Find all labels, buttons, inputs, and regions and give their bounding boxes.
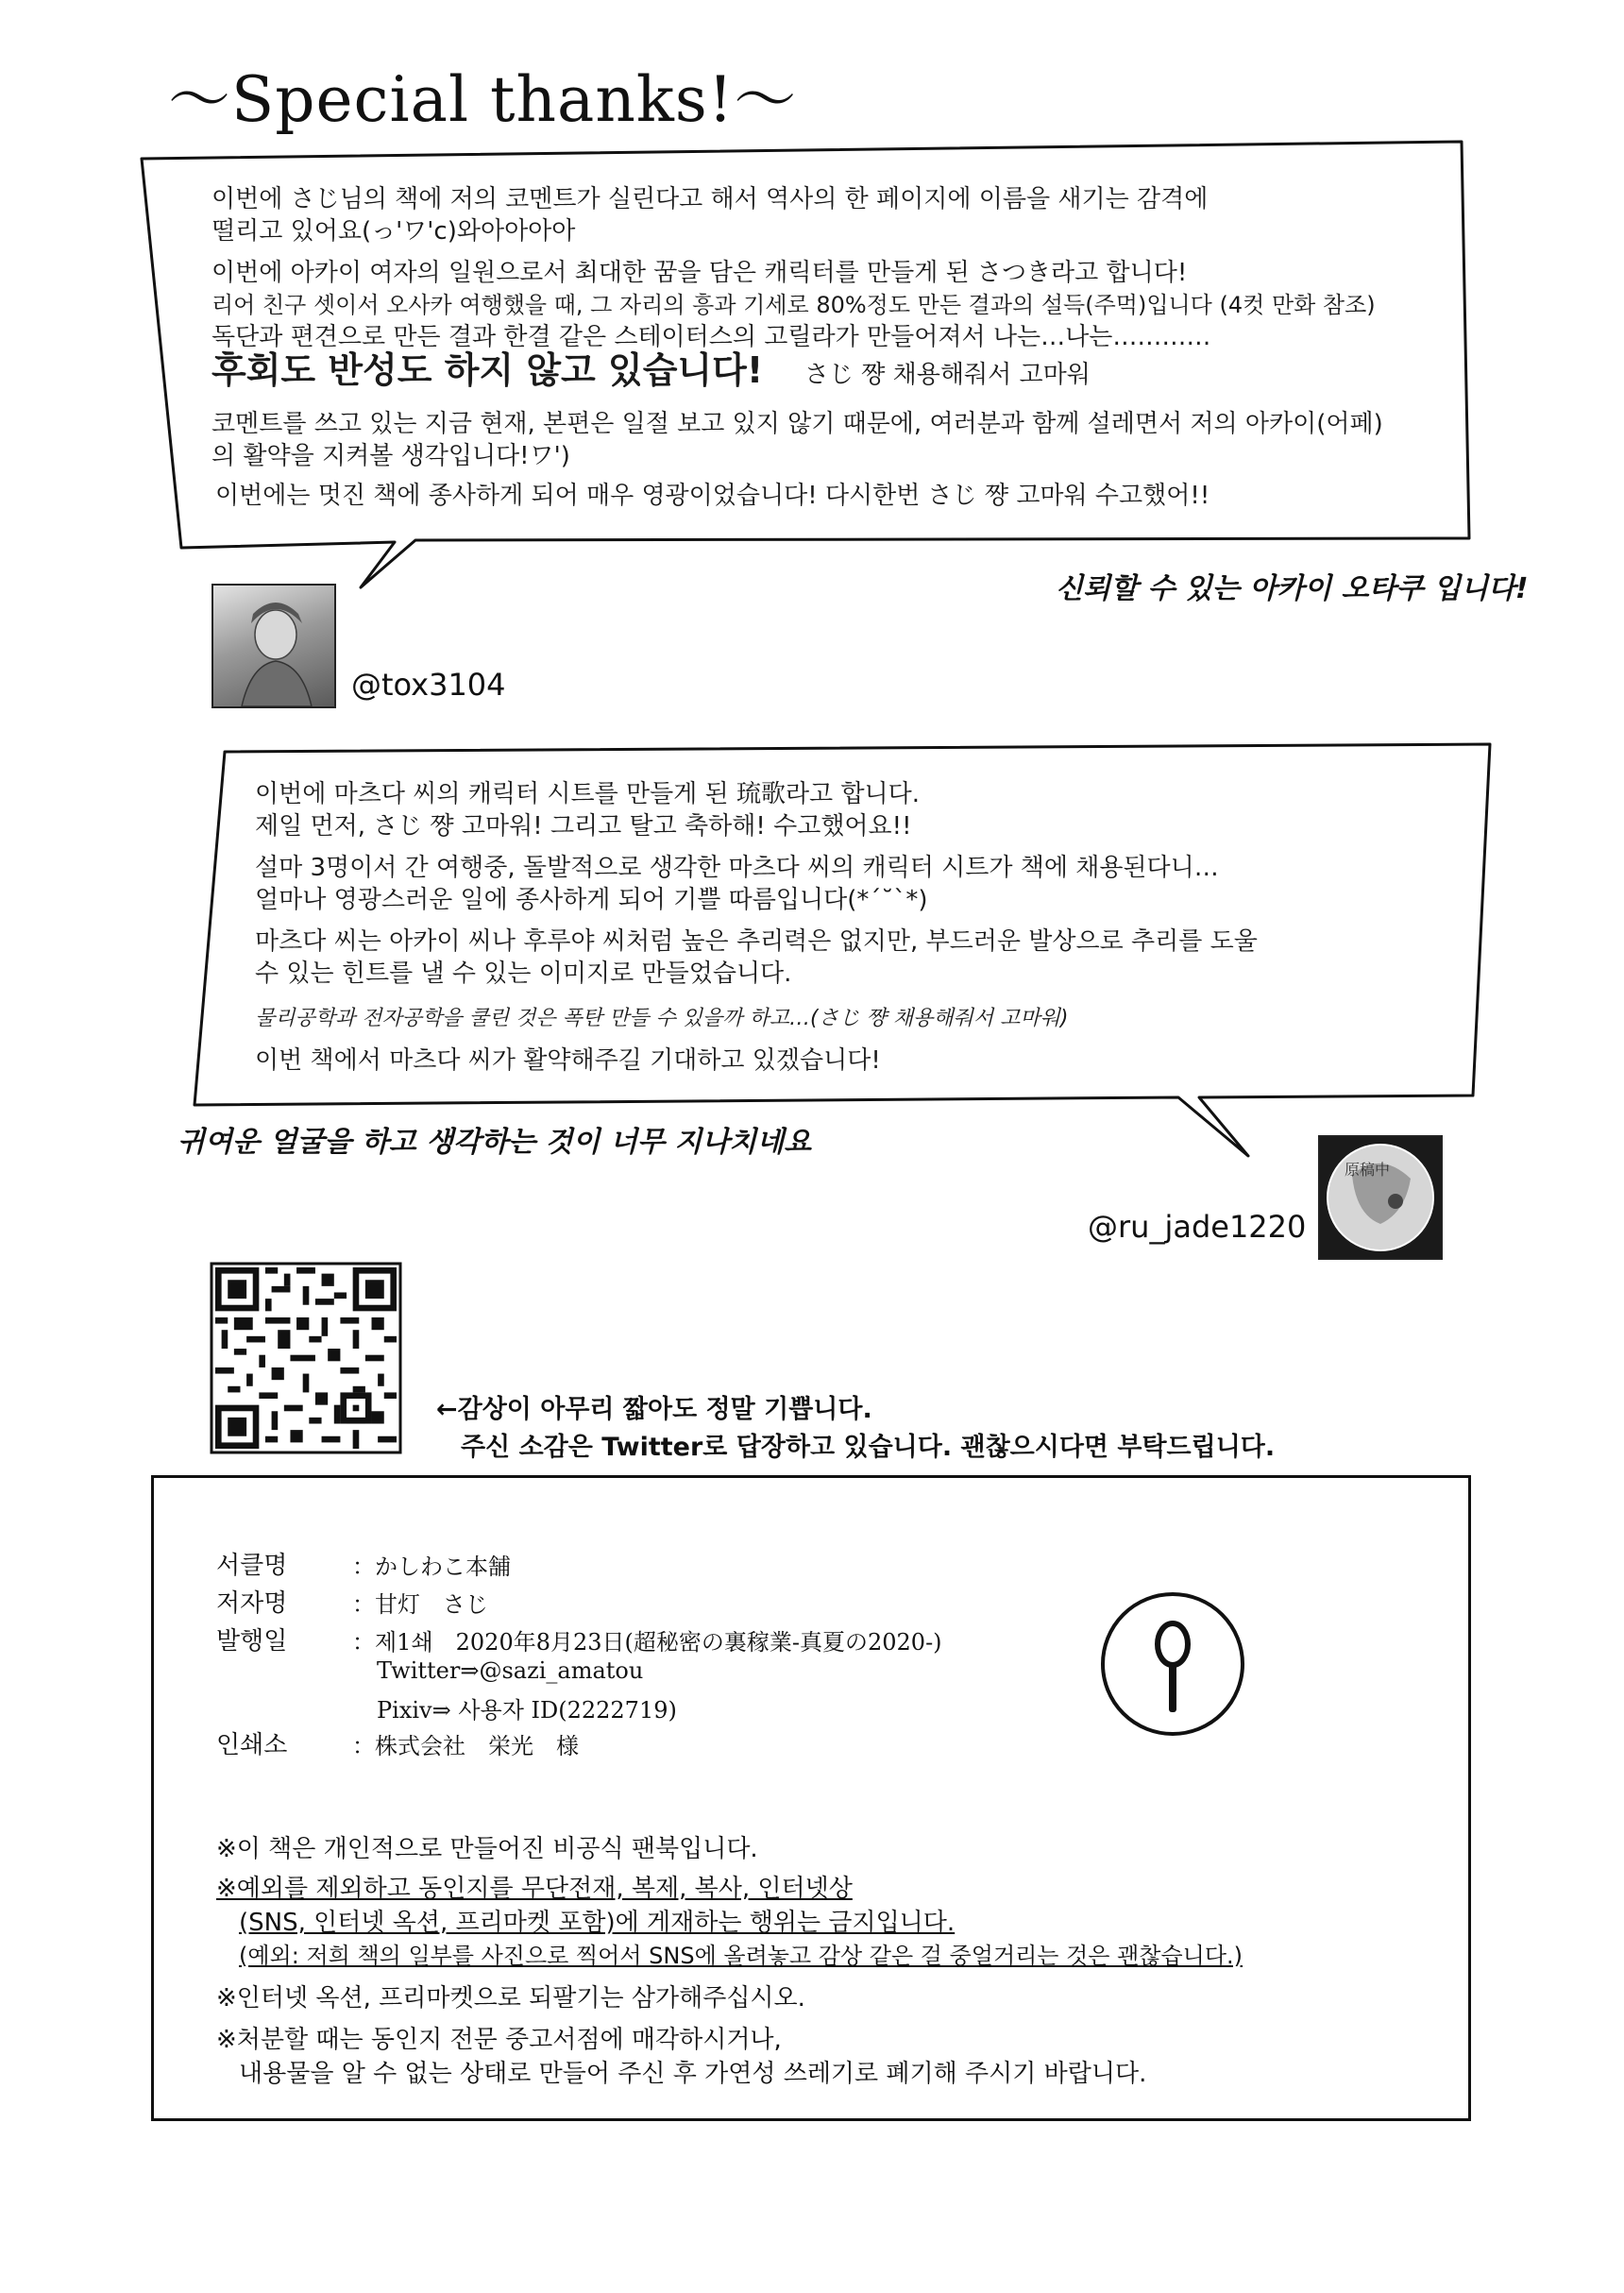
comment2-line: 설마 3명이서 간 여행중, 돌발적으로 생각한 마츠다 씨의 캐릭터 시트가 책에 채용된다니…	[255, 854, 1219, 882]
comment1-line: 이번에 아카이 여자의 일원으로서 최대한 꿈을 담은 캐릭터를 만들게 된 さつき라고 합니다!	[211, 259, 1188, 287]
qr-code-icon[interactable]	[215, 1267, 397, 1449]
circle-value: ：かしわこ本舗	[352, 1554, 511, 1580]
printer-label: 인쇄소	[216, 1731, 288, 1759]
notice-line: ※이 책은 개인적으로 만들어진 비공식 팬북입니다.	[216, 1835, 758, 1863]
pixiv-link[interactable]: Pixiv⇒ 사용자 ID(2222719)	[377, 1697, 677, 1724]
comment2-line: 물리공학과 전자공학을 쿨린 것은 폭탄 만들 수 있을까 하고…(さじ 쨩 채용해줘서 고마워)	[255, 1007, 1069, 1030]
notice-line: 내용물을 알 수 없는 상태로 만들어 주신 후 가연성 쓰레기로 폐기해 주시기 바랍니다.	[239, 2060, 1147, 2088]
comment2-handle: @ru_jade1220	[1088, 1209, 1307, 1245]
comment2-line: 얼마나 영광스러운 일에 종사하게 되어 기쁠 따름입니다(*´˘`*)	[255, 886, 928, 914]
comment1-line: 리어 친구 셋이서 오사카 여행했을 때, 그 자리의 흥과 기세로 80%정도 만든 결과의 설득(주먹)입니다 (4컷 만화 참조)	[211, 292, 1376, 318]
portrait-circle-icon	[1320, 1137, 1441, 1258]
comment1-line: 이번에 さじ님의 책에 저의 코멘트가 실린다고 해서 역사의 한 페이지에 이름을 새기는 감격에	[211, 185, 1209, 213]
comment1-line: 떨리고 있어요(っ'ワ'c)와아아아아	[211, 217, 576, 246]
qr-note-line1: ←감상이 아무리 짧아도 정말 기쁩니다.	[436, 1395, 872, 1424]
avatar-stamp: 原稿中	[1345, 1161, 1391, 1179]
notice-line: ※처분할 때는 동인지 전문 중고서점에 매각하시거나,	[216, 2026, 782, 2054]
comment1-line: 이번에는 멋진 책에 종사하게 되어 매우 영광이었습니다! 다시한번 さじ 쨩 고마워 수고했어!!	[215, 482, 1210, 510]
comment1-line: 독단과 편견으로 만든 결과 한결 같은 스테이터스의 고릴라가 만들어져서 나는…나는…………	[211, 323, 1211, 351]
comment2-line: 제일 먼저, さじ 쨩 고마워! 그리고 탈고 축하해! 수고했어요!!	[255, 812, 912, 841]
twitter-link[interactable]: Twitter⇒@sazi_amatou	[377, 1657, 644, 1684]
notice-line: (SNS, 인터넷 옥션, 프리마켓 포함)에 게재하는 행위는 금지입니다.	[239, 1909, 956, 1937]
issue-value: ：제1쇄 2020年8月23日(超秘密の裏稼業-真夏の2020-)	[352, 1629, 942, 1656]
comment1-big-line: 후회도 반성도 하지 않고 있습니다!	[211, 349, 764, 391]
printer-value: ：株式会社 栄光 様	[352, 1733, 579, 1759]
comment2-line: 이번 책에서 마츠다 씨가 활약해주길 기대하고 있겠습니다!	[255, 1046, 881, 1075]
comment1-caption: 신뢰할 수 있는 아카이 오타쿠 입니다!	[1056, 572, 1529, 605]
comment2-line: 이번에 마츠다 씨의 캐릭터 시트를 만들게 된 琉歌라고 합니다.	[255, 780, 921, 808]
author-label: 저자명	[216, 1589, 288, 1618]
colophon-box	[151, 1475, 1471, 2121]
comment1-line: 의 활약을 지켜볼 생각입니다!ワ')	[211, 442, 570, 470]
avatar	[211, 584, 336, 708]
qr-note-line2: 주신 소감은 Twitter로 답장하고 있습니다. 괜찮으시다면 부탁드립니다.	[461, 1433, 1276, 1462]
comment2-line: 마츠다 씨는 아카이 씨나 후루야 씨처럼 높은 추리력은 없지만, 부드러운 발상으로 추리를 도울	[255, 927, 1258, 956]
issue-label: 발행일	[216, 1627, 288, 1656]
portrait-sketch-icon	[213, 586, 334, 706]
author-value: ：甘灯 さじ	[352, 1591, 488, 1618]
comment1-line: 코멘트를 쓰고 있는 지금 현재, 본편은 일절 보고 있지 않기 때문에, 여러분과 함께 설레면서 저의 아카이(어페)	[211, 410, 1383, 438]
comment2-caption: 귀여운 얼굴을 하고 생각하는 것이 너무 지나치네요	[178, 1126, 812, 1159]
spoon-logo-icon	[1098, 1589, 1247, 1739]
page-title: ～Special thanks!～	[168, 63, 798, 136]
comment1-big-aside: さじ 쨩 채용해줘서 고마워	[804, 361, 1091, 389]
comment1-handle: @tox3104	[351, 667, 506, 703]
notice-line: ※인터넷 옥션, 프리마켓으로 되팔기는 삼가해주십시오.	[216, 1984, 805, 2013]
circle-label: 서클명	[216, 1552, 288, 1580]
comment2-line: 수 있는 힌트를 낼 수 있는 이미지로 만들었습니다.	[255, 960, 792, 988]
notice-line: ※예외를 제외하고 동인지를 무단전재, 복제, 복사, 인터넷상	[216, 1875, 853, 1903]
avatar	[1318, 1135, 1443, 1260]
notice-line: (예외: 저희 책의 일부를 사진으로 찍어서 SNS에 올려놓고 감상 같은 걸 중얼거리는 것은 괜찮습니다.)	[239, 1943, 1243, 1969]
